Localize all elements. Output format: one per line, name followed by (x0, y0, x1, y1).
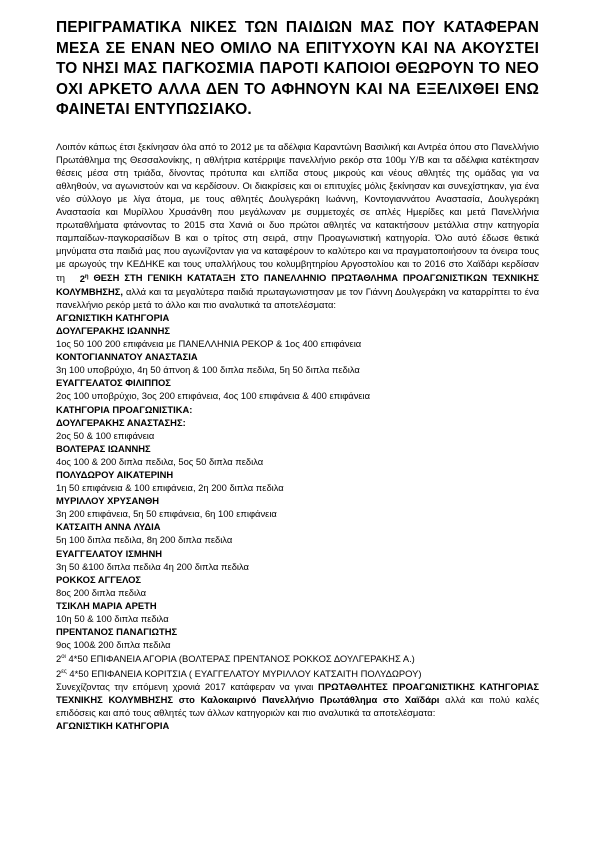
results-heading: ΚΑΤΣΑΙΤΗ ΑΝΝΑ ΛΥΔΙΑ (56, 521, 161, 533)
results-heading: ΠΡΕΝΤΑΝΟΣ ΠΑΝΑΓΙΩΤΗΣ (56, 626, 178, 638)
relay-results (56, 651, 539, 679)
relay-girls-line: $2^{\varepsilon\varsigma}$ 4*50 ΕΠΙΦΑΝΕΙΑ ΚΟΡΙΤΣΙΑ ( ΕΥΑΓΓΕΛΑΤΟΥ ΜΥΡΙΛΛΟΥ ΚΑΤΣΑΙΤΗ ΠΟΛΥΔΩΡΟΥ) (56, 667, 422, 679)
results-heading: ΡΟΚΚΟΣ ΑΓΓΕΛΟΣ (56, 573, 142, 585)
results-line: 9ος 100& 200 διπλα πεδιλα (56, 639, 171, 651)
results-heading: ΒΟΛΤΕΡΑΣ ΙΩΑΝΝΗΣ (56, 442, 151, 454)
intro-paragraph (56, 140, 539, 311)
results-heading: ΜΥΡΙΛΛΟΥ ΧΡΥΣΑΝΘΗ (56, 495, 160, 507)
results-heading: ΕΥΑΓΓΕΛΑΤΟΣ ΦΙΛΙΠΠΟΣ (56, 377, 171, 389)
results-line: 4ος 100 & 200 διπλα πεδιλα, 5ος 50 διπλα πεδιλα (56, 455, 264, 467)
results-heading: ΔΟΥΛΓΕΡΑΚΗΣ ΙΩΑΝΝΗΣ (56, 324, 170, 336)
intro-text: Λοιπόν κάπως έτσι ξεκίνησαν όλα από το 2012 με τα αδέλφια Καραντώνη Βασιλική και Αντρέα όπου στο Πανελλήνιο Πρωτάθλημα της Θεσσαλονίκης, η αθλήτρια κατέρριψε πανελλήνιο ρεκόρ στα 100μ Υ/Β και τα αδέλφια κατέκτησαν θέσεις μέσα στη τριάδα, δίνοντας πρότυπα και ελπίδα στους μικρούς και νέους αθλητές της ομάδας για να αθληθούν, να αγωνιστούν και να κερδίσουν. Οι διακρίσεις και οι επιτυχίες μόλις ξεκίνησαν και συνεχίστηκαν, για ένα νέο σύλλογο με λίγα άτομα, με τους αθλητές Δουλγεράκη Ιωάννη, Κοντογιαννάτου Αναστασία, Δουλγεράκη Αναστασία και Μυρίλλου Χρυσάνθη που μεγάλωναν με συμμετοχές σε απλές Ημερίδες και μετά Πανελλήνια πρωταθλήματα φτάνοντας το 2015 στα Χανιά οι δυο πρώτοι αθλητές να κατακτήσουν μετάλλια στην κατηγορία παμπαίδων-παγκορασίδων Β και ο τρίτος στη σειρά, στην Προαγωνιστική κατηγορία. Όλο αυτό έδωσε θετικά μηνύματα στα παιδιά μας που αγωνίζονταν για να καταφέρουν το καλύτερο και να πραγματοποιήσουν τα όνειρα τους με αρωγούς την ΚΕΔΗΚΕ και τους υπαλλήλους του κολυμβητηρίου Αργοστολίου και το 2016 στο Χαϊδάρι κερδίσαν τη (56, 140, 539, 284)
results-line: 3η 100 υποβρύχιο, 4η 50 άπνοη & 100 διπλα πεδιλα, 5η 50 διπλα πεδιλα (56, 364, 360, 376)
results-heading: ΕΥΑΓΓΕΛΑΤΟΥ ΙΣΜΗΝΗ (56, 547, 162, 559)
results-line: 5η 100 διπλα πεδιλα, 8η 200 διπλα πεδιλα (56, 534, 233, 546)
closing-paragraph (56, 680, 539, 719)
closing-category-heading: ΑΓΩΝΙΣΤΙΚΗ ΚΑΤΗΓΟΡΙΑ (56, 720, 170, 731)
results-line: 1η 50 επιφάνεια & 100 επιφάνεια, 2η 200 διπλα πεδιλα (56, 482, 284, 494)
intro-text-continued: αλλά και τα μεγαλύτερα παιδιά πρωταγωνιστησαν με τον Γιάννη Δουλγεράκη να καταρρίπτει το ένα πανελλήνιο ρεκόρ μετά το άλλο και πιο αναλυτικά τα αποτελέσματα: (56, 285, 539, 310)
results-line: 8ος 200 διπλα πεδιλα (56, 586, 147, 598)
results-line: 3η 200 επιφάνεια, 5η 50 επιφάνεια, 6η 100 επιφάνεια (56, 508, 277, 520)
results-line: 3η 50 &100 διπλα πεδιλα 4η 200 διπλα πεδιλα (56, 560, 249, 572)
closing-text-continued: αλλά και πολύ καλές επιδόσεις και από τους αθλητές των άλλων κατηγοριών και πιο αναλυτικά τα αποτελέσματα: (56, 693, 540, 718)
intro-highlight: ΘΕΣΗ ΣΤΗ ΓΕΝΙΚΗ ΚΑΤΑΤΑΞΗ ΣΤΟ ΠΑΝΕΛΛΗΝΙΟ ΠΡΩΤΑΘΛΗΜΑ ΠΡΟΑΓΩΝΙΣΤΙΚΩΝ ΤΕΧΝΙΚΗΣ ΚΟΛΥΜΒΗΣΗΣ, (56, 272, 539, 297)
results-line: 10η 50 & 100 διπλα πεδιλα (56, 613, 169, 624)
results-line: 2ος 100 υποβρύχιο, 3ος 200 επιφάνεια, 4ος 100 επιφάνεια & 400 επιφάνεια (56, 390, 371, 402)
results-heading: ΠΟΛΥΔΩΡΟΥ ΑΙΚΑΤΕΡΙΝΗ (56, 468, 174, 480)
intro-place: $2^\eta$ (79, 272, 89, 284)
results-heading: ΑΓΩΝΙΣΤΙΚΗ ΚΑΤΗΓΟΡΙΑ (56, 311, 170, 323)
results-heading: ΔΟΥΛΓΕΡΑΚΗΣ ΑΝΑΣΤΑΣΗΣ: (56, 416, 186, 428)
results-heading: ΚΟΝΤΟΓΙΑΝΝΑΤΟΥ ΑΝΑΣΤΑΣΙΑ (56, 351, 198, 363)
intro-place-suffix: η (84, 273, 89, 280)
results-list (56, 311, 539, 651)
results-line: 2ος 50 & 100 επιφάνεια (56, 429, 155, 441)
closing-heading (56, 719, 539, 732)
document-headline: ΠΕΡΙΓΡΑΜΑΤΙΚΑ ΝΙΚΕΣ ΤΩΝ ΠΑΙΔΙΩΝ ΜΑΣ ΠΟΥ ΚΑΤΑΦΕΡΑΝ ΜΕΣΑ ΣΕ ΕΝΑΝ ΝΕΟ ΟΜΙΛΟ ΝΑ ΕΠΙΤΥΧΟΥΝ ΚΑΙ ΝΑ ΑΚΟΥΣΤΕΙ ΤΟ ΝΗΣΙ ΜΑΣ ΠΑΓΚΟΣΜΙΑ ΠΑΡΟΤΙ ΚΑΠΟΙΟΙ ΘΕΩΡΟΥΝ ΤΟ ΝΕΟ ΟΧΙ ΑΡΚΕΤΟ ΑΛΛΑ ΔΕΝ ΤΟ ΑΦΗΝΟΥΝ ΚΑΙ ΝΑ ΕΞΕΛΙΧΘΕΙ ΕΝΩ ΦΑΙΝΕΤΑΙ ΕΝΤΥΠΩΣΙΑΚΟ. (56, 19, 539, 118)
relay-boys-line: $2^{o\iota}$ 4*50 ΕΠΙΦΑΝΕΙΑ ΑΓΟΡΙΑ (ΒΟΛΤΕΡΑΣ ΠΡΕΝΤΑΝΟΣ ΡΟΚΚΟΣ ΔΟΥΛΓΕΡΑΚΗΣ Α.) (56, 653, 415, 665)
closing-text: Συνεχίζοντας την επόμενη χρονιά 2017 κατάφεραν να γιναι (56, 680, 319, 692)
results-heading: ΤΣΙΚΛΗ ΜΑΡΙΑ ΑΡΕΤΗ (56, 599, 157, 611)
results-heading: ΚΑΤΗΓΟΡΙΑ ΠΡΟΑΓΩΝΙΣΤΙΚΑ: (56, 403, 193, 415)
closing-highlight: ΠΡΩΤΑΘΛΗΤΕΣ ΠΡΟΑΓΩΝΙΣΤΙΚΗΣ ΚΑΤΗΓΟΡΙΑΣ ΤΕΧΝΙΚΗΣ ΚΟΛΥΜΒΗΣΗΣ στο Καλοκαιρινό Πανελλήνιο Πρωτάθλημα στο Χαϊδάρι (56, 680, 540, 705)
results-line: 1ος 50 100 200 επιφάνεια με ΠΑΝΕΛΛΗΝΙΑ ΡΕΚΟΡ & 1ος 400 επιφάνεια (56, 338, 362, 350)
